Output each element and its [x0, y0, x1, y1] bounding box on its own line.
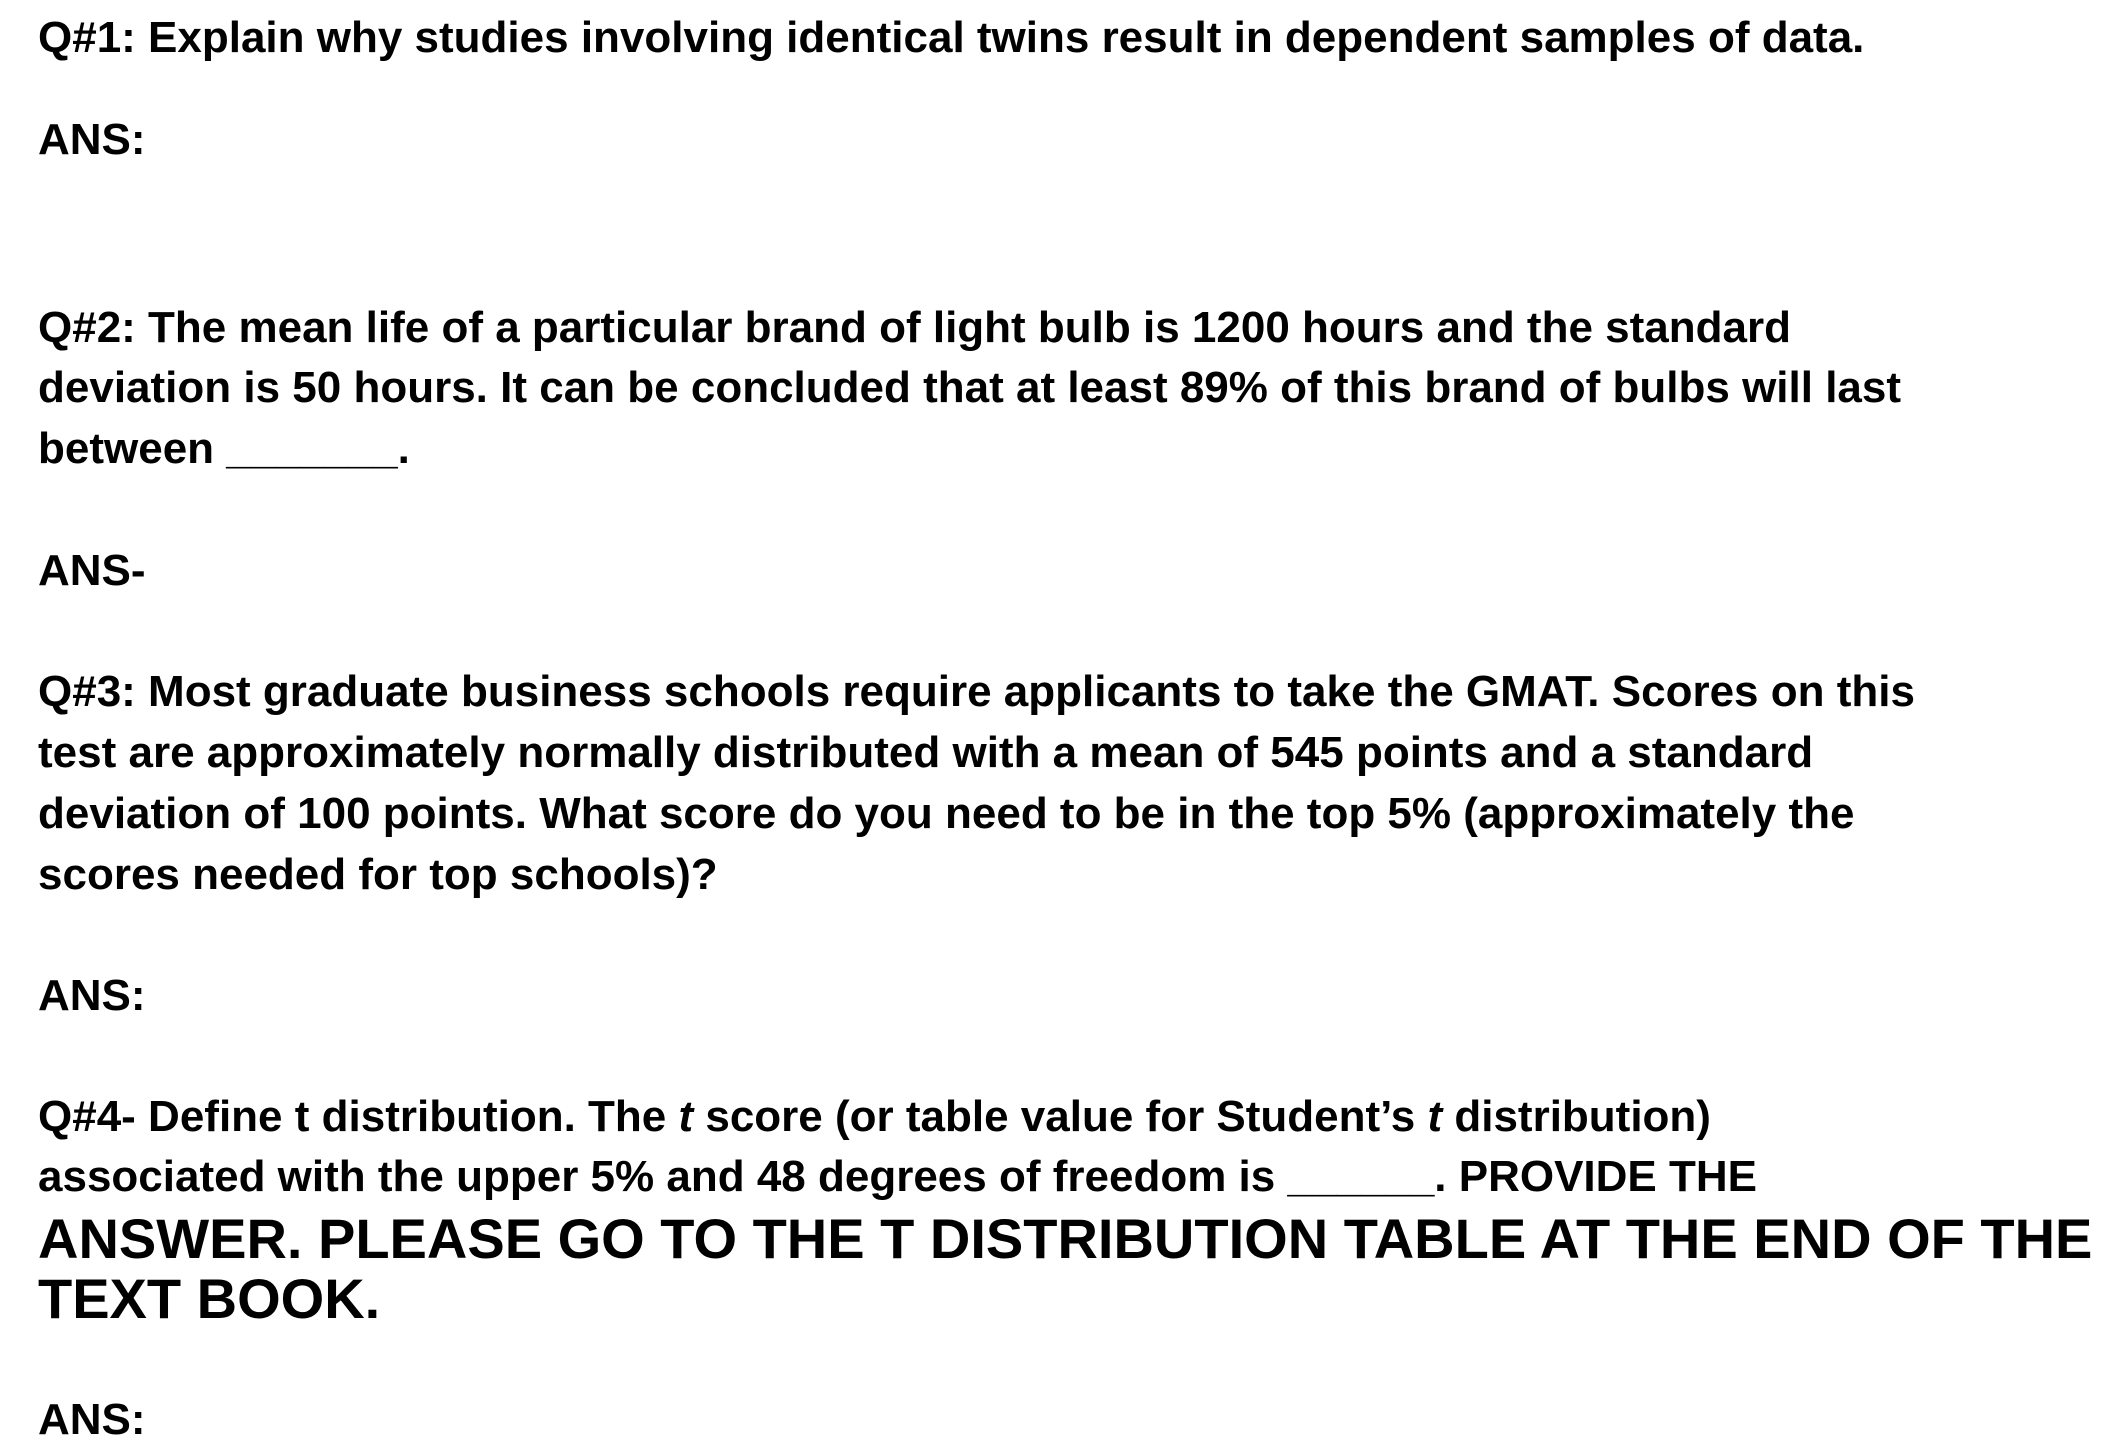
question-4-line-1-part-1: Q#4- Define t distribution. The [38, 1092, 679, 1141]
question-4-line-4: TEXT BOOK. [38, 1267, 381, 1330]
question-4-t-symbol-2: t [1427, 1092, 1443, 1141]
question-3-line-3: deviation of 100 points. What score do you need to be in the top 5% (approximately the [38, 789, 1855, 838]
question-2-line-1: Q#2: The mean life of a particular brand of light bulb is 1200 hours and the standard [38, 303, 1791, 352]
question-3-line-2: test are approximately normally distributed with a mean of 545 points and a standard [38, 728, 1814, 777]
question-2-line-2: deviation is 50 hours. It can be concluded that at least 89% of this brand of bulbs will last [38, 363, 1902, 412]
question-3-line-4: scores needed for top schools)? [38, 850, 718, 899]
question-4-t-symbol: t [678, 1092, 694, 1141]
question-2-line-3: between _______. [38, 424, 410, 473]
question-4-line-2: associated with the upper 5% and 48 degrees of freedom is ______. PROVIDE THE [38, 1152, 1758, 1201]
question-4-answer-label: ANS: [38, 1395, 146, 1444]
question-4-line-1 [38, 1092, 1711, 1141]
question-4-line-1-part-3: distribution) [1442, 1092, 1711, 1141]
question-1-text: Q#1: Explain why studies involving identical twins result in dependent samples of data. [38, 13, 1865, 62]
question-3-answer-label: ANS: [38, 971, 146, 1020]
question-1-answer-label: ANS: [38, 115, 146, 164]
question-4-line-3: ANSWER. PLEASE GO TO THE T DISTRIBUTION TABLE AT THE END OF THE [38, 1207, 2093, 1270]
question-2-answer-label: ANS- [38, 546, 146, 595]
question-3-line-1: Q#3: Most graduate business schools require applicants to take the GMAT. Scores on this [38, 667, 1915, 716]
question-4-line-1-part-2: score (or table value for Student’s [693, 1092, 1428, 1141]
